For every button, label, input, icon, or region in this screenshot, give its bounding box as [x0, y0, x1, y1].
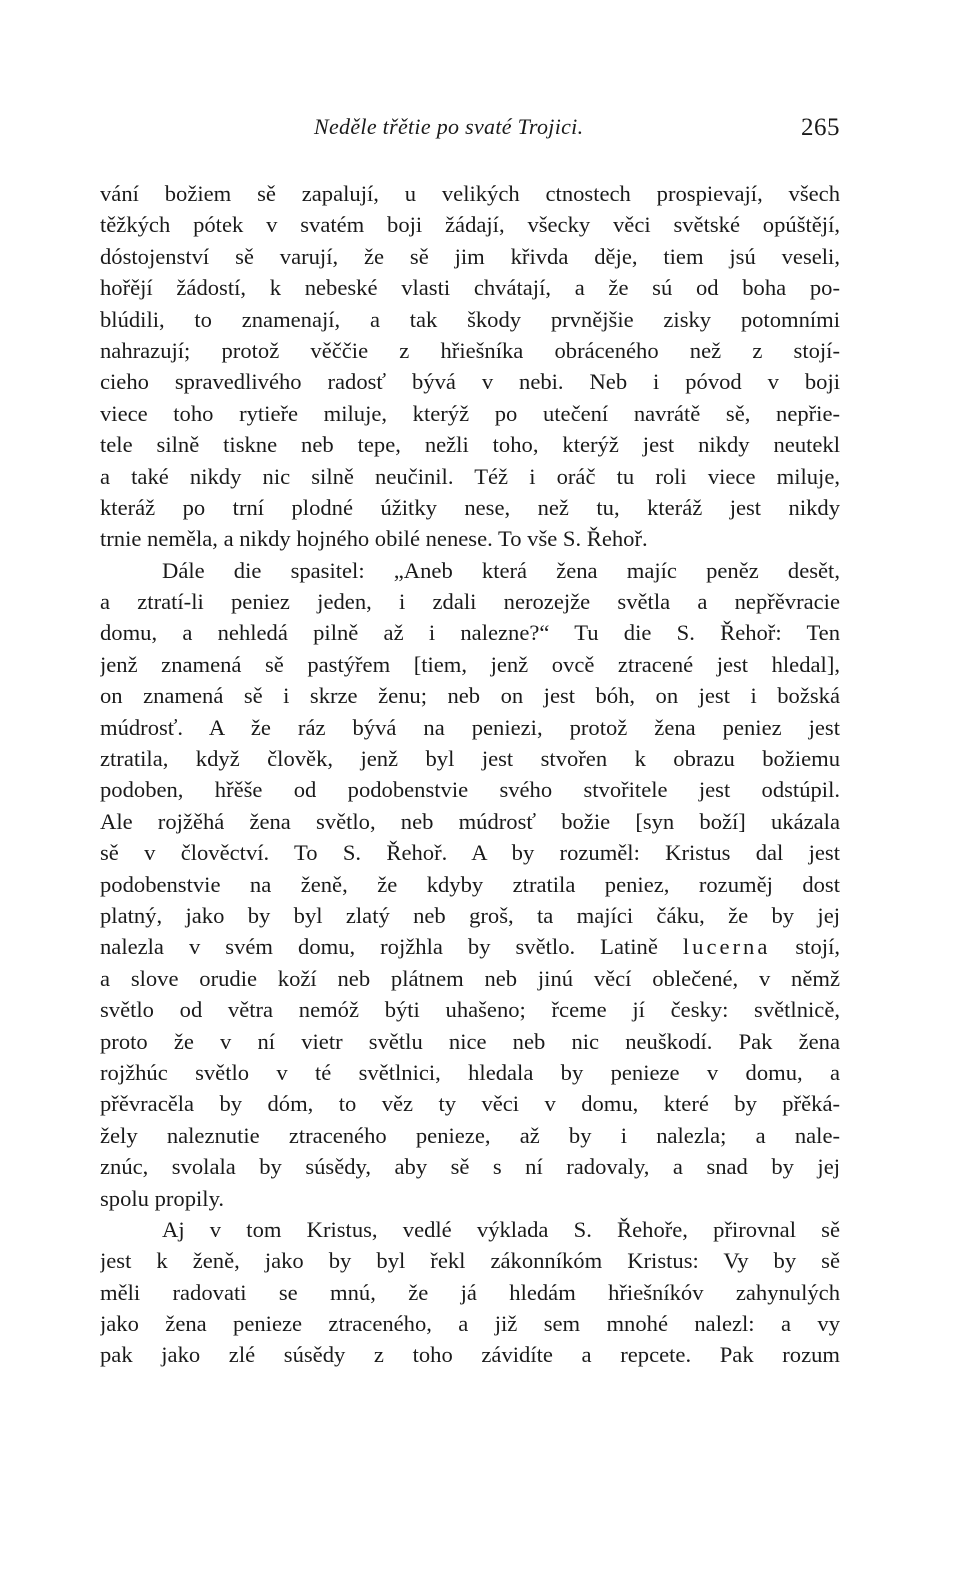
text-line: hořějí žádostí, k nebeské vlasti chvátají, a že sú od boha po- [100, 275, 840, 301]
text-line: podobenstvie na ženě, že kdyby ztratila peniez, rozuměj dost [100, 871, 840, 897]
text-line: Ale rojžěhá žena světlo, neb múdrosť božie [syn boží] ukázala [100, 808, 840, 834]
text-line: blúdili, to znamenají, a tak škody prvnějšie zisky potomními [100, 306, 840, 332]
text-line: platný, jako by byl zlatý neb groš, ta majíci čáku, že by jej [100, 902, 840, 928]
page-number: 265 [801, 114, 840, 141]
text-line: vání božiem sě zapalují, u velikých ctnostech prospievají, všech [100, 181, 840, 206]
text-line: jest k ženě, jako by byl řekl zákonníkóm Kristus: Vy by sě [100, 1248, 840, 1274]
text-line: podoben, hřěše od podobenstvie svého stvořitele jest odstúpil. [100, 777, 840, 803]
text-line: dóstojenství sě varují, že sě jim křivda děje, tiem jsú veseli, [100, 243, 840, 269]
text-line: Aj v tom Kristus, vedlé výklada S. Řehoře, přirovnal sě [162, 1216, 840, 1242]
body-text [100, 178, 840, 1371]
text-line: tele silně tiskne neb tepe, nežli toho, kterýž jest nikdy neutekl [100, 432, 840, 458]
running-title: Neděle třětie po svaté Trojici. [314, 114, 584, 139]
text-line: pak jako zlé súsědy z toho závidíte a repcete. Pak rozum [100, 1342, 840, 1368]
text-line: trnie neměla, a nikdy hojného obilé nenese. To vše S. Řehoř. [100, 526, 648, 552]
text-line: žely naleznutie ztraceného penieze, až by i nalezla; a nale- [100, 1122, 840, 1148]
text-line: nahrazují; protož věččie z hřiešníka obráceného než z stojí- [100, 337, 840, 363]
text-line: měli radovati se mnú, že já hledám hřiešníkóv zahynulých [100, 1279, 840, 1305]
text-line: světlo od větra nemóž býti uhašeno; řceme jí česky: světlnicě, [100, 997, 840, 1023]
text-line: viece toho rytieře miluje, kterýž po utečení navrátě sě, nepřie- [100, 400, 840, 426]
text-line: těžkých pótek v svatém boji žádají, všecky věci světské opúštějí, [100, 212, 840, 238]
text-line: spolu propily. [100, 1185, 225, 1211]
text-line: přěvracěla by dóm, to věz ty věci v domu, které by přěká- [100, 1091, 840, 1117]
text-line: rojžhúc světlo v té světlnici, hledala by penieze v domu, a [100, 1059, 840, 1085]
text-line: sě v člověctví. To S. Řehoř. A by rozuměl: Kristus dal jest [100, 840, 840, 866]
text-line: jenž znamená sě pastýřem [tiem, jenž ovcě ztracené jest hledal], [100, 651, 840, 677]
text-line: domu, a nehledá pilně až i nalezne?“ Tu die S. Řehoř: Ten [100, 620, 840, 646]
text-line: ztratila, když člověk, jenž byl jest stvořen k obrazu božiemu [100, 746, 840, 772]
text-line: jako žena penieze ztraceného, a již sem mnohé nalezl: a vy [100, 1311, 840, 1337]
text-line: cieho spravedlivého radosť bývá v nebi. Neb i póvod v boji [100, 369, 840, 395]
text-line: Dále die spasitel: „Aneb která žena majíc peněz desět, [162, 557, 840, 583]
text-line: on znamená sě i skrze ženu; neb on jest bóh, on jest i božská [100, 683, 840, 709]
text-segment: stojí, [795, 934, 840, 960]
text-line: a také nikdy nic silně neučinil. Též i oráč tu roli viece miluje, [100, 463, 840, 489]
text-segment: nalezla v svém domu, rojžhla by světlo. Latině [100, 934, 658, 960]
spaced-word: lucerna [682, 934, 771, 960]
text-line: a ztratí-li peniez jeden, i zdali nerozejže světla a nepřěvracie [100, 589, 840, 615]
text-line: znúc, svolala by súsědy, aby sě s ní radovaly, a snad by jej [100, 1154, 840, 1180]
text-line: múdrosť. A že ráz bývá na peniezi, protož žena peniez jest [100, 714, 840, 740]
text-line: kteráž po trní plodné úžitky nese, než tu, kteráž jest nikdy [100, 494, 840, 520]
text-line: a slove orudie koží neb plátnem neb jinú věcí oblečené, v němž [100, 965, 840, 991]
running-head [100, 114, 840, 148]
text-line-with-spaced-word [100, 931, 840, 962]
text-line: proto že v ní vietr světlu nice neb nic neuškodí. Pak žena [100, 1028, 840, 1054]
